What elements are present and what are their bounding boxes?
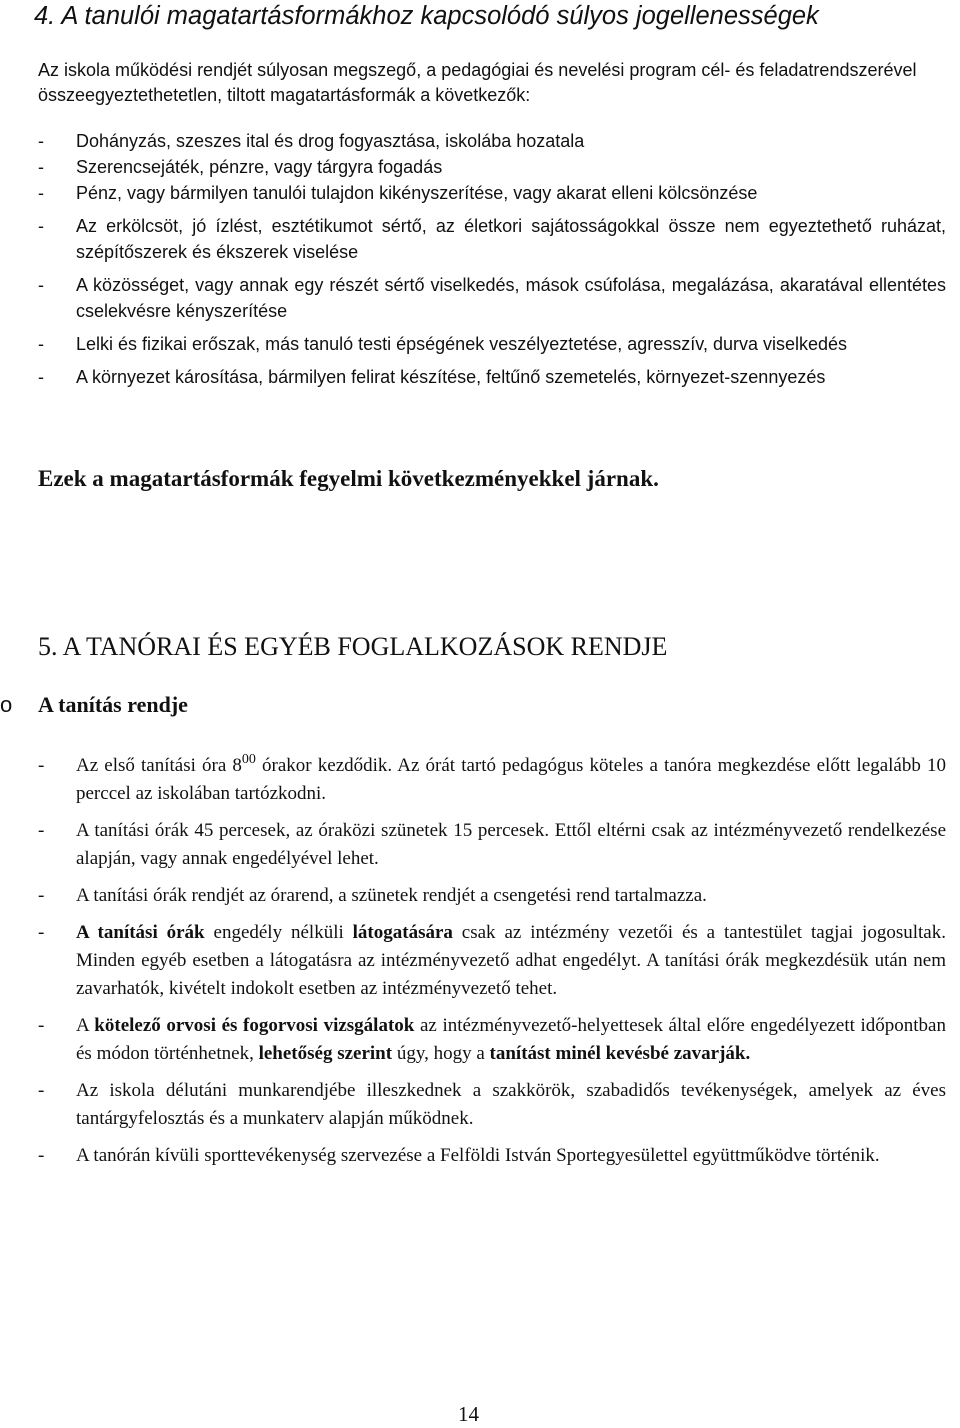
teaching-rules-list [38,752,946,1179]
list-item: - Az iskola délutáni munkarendjébe illeszkednek a szakkörök, szabadidős tevékenységek, amelyek az éves tantárgyfelosztás és a munkaterv alapján működnek. [38,1077,946,1133]
list-dash: - [38,755,45,776]
bullet-marker: o [0,692,13,717]
list-item: - A tanítási órák engedély nélküli látogatására csak az intézmény vezetői és a tantestület tagjai jogosultak. Minden egyéb esetben a látogatásra az intézményvezető adhat engedélyt. A tanítási órák megkezdésük után nem zavarhatók, kivételt indokolt esetben az intézményvezető tehet. [38,919,946,1003]
list-item: - A környezet károsítása, bármilyen felirat készítése, feltűnő szemetelés, környezet-szennyezés [38,364,946,390]
consequences-statement: Ezek a magatartásformák fegyelmi következményekkel járnak. [38,466,659,491]
list-item: - Az erkölcsöt, jó ízlést, esztétikumot sértő, az életkori sajátosságokkal össze nem egyeztethető ruházat, szépítőszerek és ékszerek viselése [38,213,946,265]
list-item: - Az első tanítási óra $8^{00}$ órakor kezdődik. Az órát tartó pedagógus köteles a tanóra megkezdése előtt legalább 10 perccel az iskolában tartózkodni. [38,752,946,804]
list-dash: - [38,1080,45,1101]
section-4-intro: Az iskola működési rendjét súlyosan megszegő, a pedagógiai és nevelési program cél- és feladatrendszerével összeegyeztethetetlen, tiltott magatartásformák a következők: [38,60,917,105]
list-dash: - [38,367,44,387]
page-number: 14 [458,1402,479,1426]
list-dash: - [38,275,44,295]
list-dash: - [38,216,44,236]
list-item: - A tanítási órák 45 percesek, az óraközi szünetek 15 percesek. Ettől eltérni csak az intézményvezető rendelkezése alapján, vagy annak engedélyével lehet. [38,817,946,873]
list-item: - Szerencsejáték, pénzre, vagy tárgyra fogadás [38,154,946,180]
list-dash: - [38,922,45,943]
list-item: - Dohányzás, szeszes ital és drog fogyasztása, iskolába hozatala [38,128,946,154]
list-item: - A tanítási órák rendjét az órarend, a szünetek rendjét a csengetési rend tartalmazza. [38,882,946,910]
list-dash: - [38,131,44,151]
subsection-heading: A tanítás rendje [38,692,188,717]
list-dash: - [38,157,44,177]
list-item: - Lelki és fizikai erőszak, más tanuló testi épségének veszélyeztetése, agresszív, durva viselkedés [38,331,946,357]
time-superscript: 00 [241,752,256,767]
list-item: - A tanórán kívüli sporttevékenység szervezése a Felföldi István Sportegyesülettel együttműködve történik. [38,1142,946,1170]
prohibited-behaviours-list [38,128,946,397]
section-4-heading: 4. A tanulói magatartásformákhoz kapcsolódó súlyos jogellenességek [34,2,819,30]
section-5-heading: 5. A TANÓRAI ÉS EGYÉB FOGLALKOZÁSOK RENDJE [38,632,668,661]
list-dash: - [38,183,44,203]
list-item: - A közösséget, vagy annak egy részét sértő viselkedés, mások csúfolása, megalázása, akaratával ellentétes cselekvésre kényszerítése [38,272,946,324]
list-dash: - [38,1145,45,1166]
list-dash: - [38,1015,45,1036]
list-dash: - [38,820,45,841]
list-item: - A kötelező orvosi és fogorvosi vizsgálatok az intézményvezető-helyettesek által előre engedélyezett időpontban és módon történhetnek, lehetőség szerint úgy, hogy a tanítást minél kevésbé zavarják. [38,1012,946,1068]
list-dash: - [38,334,44,354]
list-item: - Pénz, vagy bármilyen tanulói tulajdon kikényszerítése, vagy akarat elleni kölcsönzése [38,180,946,206]
list-dash: - [38,885,45,906]
